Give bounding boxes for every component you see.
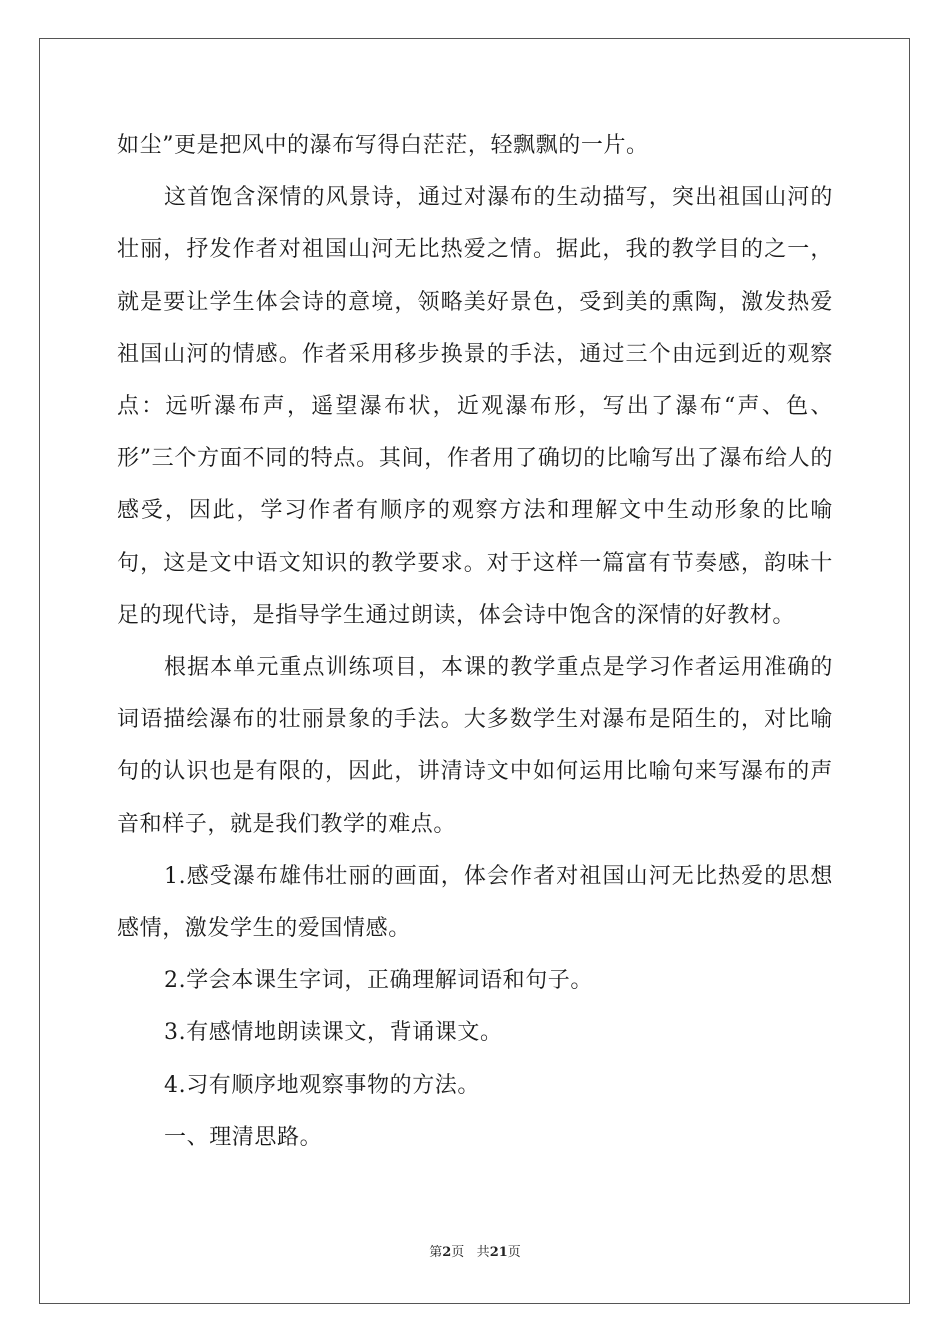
- total-prefix: 共: [476, 1245, 490, 1260]
- list-item-objective: 4.习有顺序地观察事物的方法。: [164, 1072, 480, 1098]
- list-item-objective: 2.学会本课生字词，正确理解词语和句子。: [164, 968, 593, 994]
- section-heading: 一、理清思路。: [164, 1124, 323, 1150]
- list-item-objective: 1.感受瀑布雄伟壮丽的画面，体会作者对祖国山河无比热爱的思想感情，激发学生的爱国情感。: [117, 863, 833, 942]
- paragraph: 根据本单元重点训练项目，本课的教学重点是学习作者运用准确的词语描绘瀑布的壮丽景象的手法。大多数学生对瀑布是陌生的，对比喻句的认识也是有限的，因此，讲清诗文中如何运用比喻句来写瀑布的声音和样子，就是我们教学的难点。: [117, 655, 833, 837]
- page-suffix: 页: [451, 1245, 465, 1260]
- page-current: 2: [442, 1245, 452, 1260]
- paragraph: 这首饱含深情的风景诗，通过对瀑布的生动描写，突出祖国山河的壮丽，抒发作者对祖国山河无比热爱之情。据此，我的教学目的之一，就是要让学生体会诗的意境，领略美好景色，受到美的熏陶，激发热爱祖国山河的情感。作者采用移步换景的手法，通过三个由远到近的观察点：远听瀑布声，遥望瀑布状，近观瀑布形，写出了瀑布“声、色、形”三个方面不同的特点。其间，作者用了确切的比喻写出了瀑布给人的感受，因此，学习作者有顺序的观察方法和理解文中生动形象的比喻句，这是文中语文知识的教学要求。对于这样一篇富有节奏感，韵味十足的现代诗，是指导学生通过朗读，体会诗中饱含的深情的好教材。: [117, 185, 833, 628]
- page-total: 21: [489, 1245, 508, 1260]
- document-body: [117, 120, 833, 1164]
- total-suffix: 页: [507, 1245, 521, 1260]
- paragraph: 如尘”更是把风中的瀑布写得白茫茫，轻飘飘的一片。: [117, 133, 649, 158]
- list-item-objective: 3.有感情地朗读课文，背诵课文。: [164, 1020, 503, 1046]
- page-prefix: 第: [429, 1245, 443, 1260]
- page-footer: [0, 1241, 950, 1260]
